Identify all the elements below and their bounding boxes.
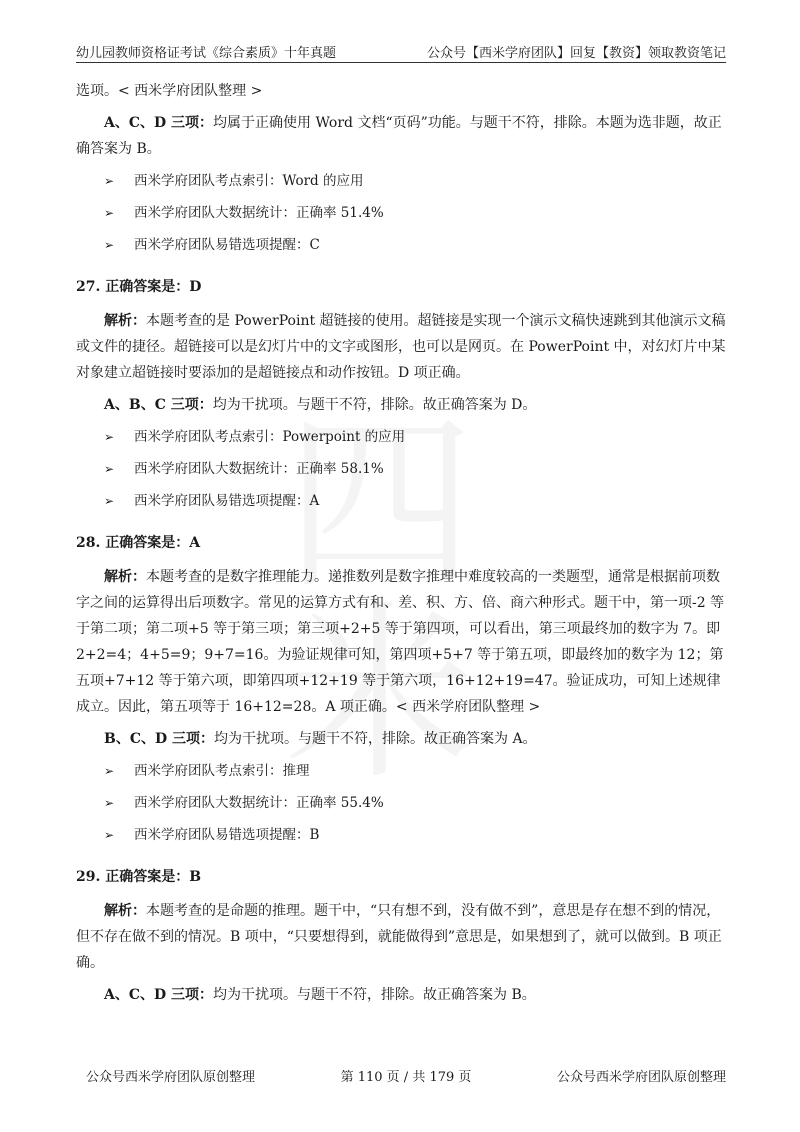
q27-bullet-stats bbox=[76, 456, 728, 482]
bullet-text: 西米学府团队易错选项提醒：A bbox=[134, 493, 320, 509]
bullet-text: 西米学府团队考点索引：Powerpoint 的应用 bbox=[134, 429, 406, 445]
q28-bullet-index bbox=[76, 758, 728, 784]
q27-bullet-index bbox=[76, 424, 728, 450]
header-left-title: 幼儿园教师资格证考试《综合素质》十年真题 bbox=[76, 46, 337, 61]
q27-bullet-error bbox=[76, 488, 728, 514]
footer-page-number: 第 110 页 / 共 179 页 bbox=[340, 1070, 472, 1085]
page-content bbox=[76, 78, 728, 1014]
q29-other-text: 均为干扰项。与题干不符，排除。故正确答案为 B。 bbox=[213, 987, 536, 1003]
q26-other-label: A、C、D 三项： bbox=[104, 115, 214, 131]
q27-answer-heading: 27. 正确答案是：D bbox=[76, 279, 202, 295]
arrow-bullet-icon: ➢ bbox=[104, 462, 115, 476]
q26-bullet-stats bbox=[76, 200, 728, 226]
page-header bbox=[76, 40, 726, 63]
bullet-text: 西米学府团队大数据统计：正确率 55.4% bbox=[134, 795, 384, 811]
q28-answer-heading: 28. 正确答案是：A bbox=[76, 535, 201, 551]
q28-bullet-error bbox=[76, 822, 728, 848]
arrow-bullet-icon: ➢ bbox=[104, 494, 115, 508]
q26-bullet-error bbox=[76, 232, 728, 258]
q29-exp-text: 本题考查的是命题的推理。题干中，“只有想不到，没有做不到”，意思是存在想不到的情况，但不存在做不到的情况。B 项中，“只要想得到，就能做得到”意思是，如果想到了，就可以做到。B 项正确。 bbox=[76, 903, 722, 971]
q29-explanation bbox=[76, 898, 728, 976]
q26-other-text: 均属于正确使用 Word 文档“页码”功能。与题干不符，排除。本题为选非题，故正确答案为 B。 bbox=[76, 115, 722, 157]
arrow-bullet-icon: ➢ bbox=[104, 430, 115, 444]
q29-other-label: A、C、D 三项： bbox=[104, 987, 214, 1003]
q28-other-text: 均为干扰项。与题干不符，排除。故正确答案为 A。 bbox=[214, 731, 537, 747]
arrow-bullet-icon: ➢ bbox=[104, 238, 115, 252]
q29-answer-heading: 29. 正确答案是：B bbox=[76, 869, 202, 885]
bullet-text: 西米学府团队考点索引：Word 的应用 bbox=[134, 173, 364, 189]
q29-other-options bbox=[76, 982, 728, 1008]
q26-option-tail: 选项。< 西米学府团队整理 > bbox=[76, 83, 263, 99]
q28-other-options bbox=[76, 726, 728, 752]
q27-other-text: 均为干扰项。与题干不符，排除。故正确答案为 D。 bbox=[212, 397, 537, 413]
q29-exp-label: 解析： bbox=[104, 903, 146, 919]
arrow-bullet-icon: ➢ bbox=[104, 764, 115, 778]
q27-other-options bbox=[76, 392, 728, 418]
arrow-bullet-icon: ➢ bbox=[104, 796, 115, 810]
page-footer bbox=[76, 1066, 726, 1086]
q28-exp-text: 本题考查的是数字推理能力。递推数列是数字推理中难度较高的一类题型，通常是根据前项数字之间的运算得出后项数字。常见的运算方式有和、差、积、方、倍、商六种形式。题干中，第一项-2 等于第二项；第二项+5 等于第三项；第三项+2+5 等于第四项，可以看出，第三项最终加的数字为 7。即 2+2=4；4+5=9；9+7=16。为验证规律可知，第四项+5+7 等于第五项，即最终加的数字为 12；第五项+7+12 等于第六项，即第四项+12+19 等于第六项，16+12+19=47。验证成功，可知上述规律成立。因此，第五项等于 16+12=28。A 项正确。< 西米学府团队整理 > bbox=[76, 569, 725, 715]
q28-bullet-stats bbox=[76, 790, 728, 816]
arrow-bullet-icon: ➢ bbox=[104, 206, 115, 220]
footer-left: 公众号西米学府团队原创整理 bbox=[86, 1070, 256, 1085]
q28-explanation bbox=[76, 564, 728, 720]
q26-other-options bbox=[76, 110, 728, 162]
q27-exp-label: 解析： bbox=[104, 313, 146, 329]
arrow-bullet-icon: ➢ bbox=[104, 828, 115, 842]
q27-exp-text: 本题考查的是 PowerPoint 超链接的使用。超链接是实现一个演示文稿快速跳到其他演示文稿或文件的捷径。超链接可以是幻灯片中的文字或图形，也可以是网页。在 PowerPoint 中，对幻灯片中某对象建立超链接时要添加的是超链接点和动作按钮。D 项正确。 bbox=[76, 313, 726, 381]
header-right-note: 公众号【西米学府团队】回复【教资】领取教资笔记 bbox=[426, 46, 726, 61]
bullet-text: 西米学府团队易错选项提醒：C bbox=[134, 237, 320, 253]
q28-other-label: B、C、D 三项： bbox=[104, 731, 214, 747]
q27-other-label: A、B、C 三项： bbox=[104, 397, 213, 413]
bullet-text: 西米学府团队考点索引：推理 bbox=[134, 763, 310, 779]
arrow-bullet-icon: ➢ bbox=[104, 174, 115, 188]
q26-bullet-index bbox=[76, 168, 728, 194]
bullet-text: 西米学府团队大数据统计：正确率 51.4% bbox=[134, 205, 384, 221]
footer-right: 公众号西米学府团队原创整理 bbox=[556, 1070, 726, 1085]
q28-exp-label: 解析： bbox=[104, 569, 146, 585]
q27-explanation bbox=[76, 308, 728, 386]
bullet-text: 西米学府团队大数据统计：正确率 58.1% bbox=[134, 461, 384, 477]
bullet-text: 西米学府团队易错选项提醒：B bbox=[134, 827, 320, 843]
